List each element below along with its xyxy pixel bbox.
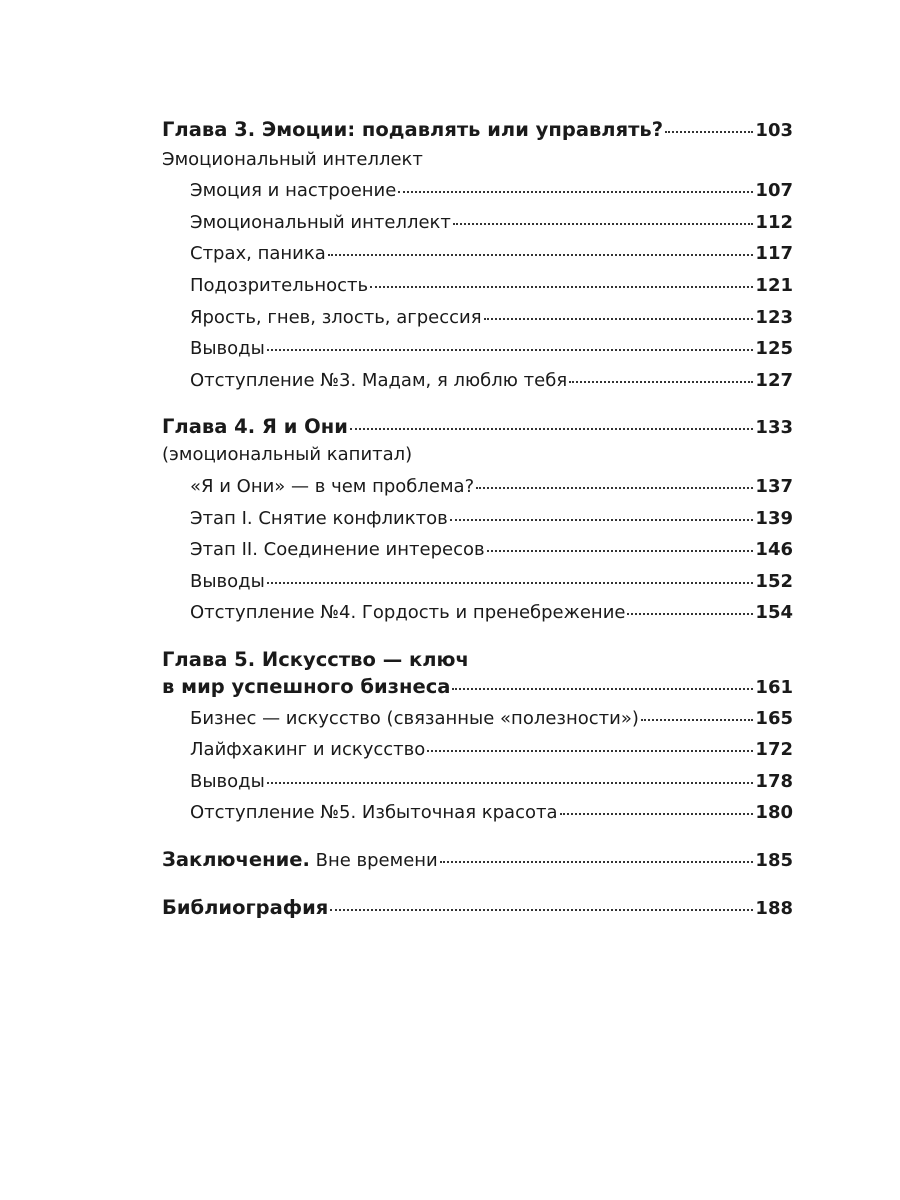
toc-entry-title: Этап II. Соединение интересов (190, 539, 485, 560)
toc-entry-title: Выводы (190, 771, 265, 792)
chapter-subtitle: (эмоциональный капитал) (162, 444, 413, 465)
toc-page-number: 117 (755, 243, 793, 264)
toc-page-number: 180 (755, 802, 793, 823)
dot-leader (453, 223, 754, 225)
toc-entry-title: Этап I. Снятие конфликтов (190, 508, 448, 529)
toc-page-number: 165 (755, 708, 793, 729)
toc-entry[interactable] (190, 801, 793, 825)
toc-page-number: 154 (755, 602, 793, 623)
toc-page-number: 123 (755, 307, 793, 328)
toc-page-number: 127 (755, 370, 793, 391)
toc-chapter-5[interactable] (162, 675, 793, 700)
toc-entry-title: Библиография (162, 896, 329, 919)
toc-entry[interactable] (190, 242, 793, 266)
toc-entry[interactable] (190, 369, 793, 393)
dot-leader (450, 519, 754, 521)
toc-page-number: 121 (755, 275, 793, 296)
toc-entry[interactable] (190, 274, 793, 298)
toc-page-number: 188 (755, 898, 793, 919)
toc-entry[interactable] (190, 538, 793, 562)
dot-leader (427, 750, 753, 752)
dot-leader (627, 613, 753, 615)
toc-page-number: 152 (755, 571, 793, 592)
dot-leader (440, 861, 754, 863)
toc-entry[interactable] (190, 570, 793, 594)
toc-entry-title: Эмоция и настроение (190, 180, 397, 201)
dot-leader (560, 813, 754, 815)
toc-chapter-4[interactable] (162, 415, 793, 440)
toc-entry[interactable] (190, 337, 793, 361)
toc-entry[interactable] (190, 179, 793, 203)
toc-page-number: 133 (755, 417, 793, 438)
toc-page-number: 125 (755, 338, 793, 359)
toc-entry-title: Страх, паника (190, 243, 326, 264)
dot-leader (569, 381, 753, 383)
dot-leader (330, 909, 753, 911)
toc-chapter-3[interactable] (162, 118, 793, 143)
toc-entry-title: Ярость, гнев, злость, агрессия (190, 307, 482, 328)
toc-entry[interactable] (190, 707, 793, 731)
toc-entry[interactable] (190, 507, 793, 531)
toc-entry-title: Отступление №4. Гордость и пренебрежение (190, 602, 626, 623)
toc-page-number: 107 (755, 180, 793, 201)
dot-leader (665, 131, 753, 133)
toc-page-number: 139 (755, 508, 793, 529)
toc-entry-title: Подозрительность (190, 275, 369, 296)
dot-leader (452, 688, 753, 690)
toc-entry-title: Отступление №5. Избыточная красота (190, 802, 558, 823)
dot-leader (350, 428, 754, 430)
toc-entry[interactable] (190, 211, 793, 235)
toc-entry[interactable] (190, 601, 793, 625)
toc-entry-title (162, 848, 438, 873)
toc-page-number: 146 (755, 539, 793, 560)
dot-leader (487, 550, 754, 552)
toc-entry-title: Выводы (190, 571, 265, 592)
dot-leader (484, 318, 754, 320)
toc-page-number: 185 (755, 850, 793, 871)
toc-entry-title: Глава 4. Я и Они (162, 415, 348, 438)
dot-leader (370, 286, 753, 288)
toc-conclusion[interactable] (162, 848, 793, 873)
dot-leader (328, 254, 754, 256)
toc-page-number: 161 (755, 677, 793, 698)
chapter-subtitle: Эмоциональный интеллект (162, 149, 423, 170)
toc-entry-title: Отступление №3. Мадам, я люблю тебя (190, 370, 568, 391)
toc-page-number: 103 (755, 120, 793, 141)
dot-leader (267, 582, 754, 584)
toc-bibliography[interactable] (162, 896, 793, 921)
toc-entry-title: Бизнес — искусство (связанные «полезности») (190, 708, 639, 729)
toc-entry[interactable] (190, 306, 793, 330)
toc-entry-title: «Я и Они» — в чем проблема? (190, 476, 475, 497)
conclusion-label: Заключение. (162, 848, 310, 871)
toc-entry[interactable] (190, 738, 793, 762)
dot-leader (398, 191, 753, 193)
toc-entry-title: Выводы (190, 338, 265, 359)
dot-leader (476, 487, 753, 489)
toc-entry-title: Глава 3. Эмоции: подавлять или управлять? (162, 118, 664, 141)
toc-entry-title: Эмоциональный интеллект (190, 212, 451, 233)
dot-leader (267, 349, 754, 351)
chapter-title-line-1: Глава 5. Искусство — ключ (162, 648, 469, 671)
conclusion-title: Вне времени (309, 850, 438, 871)
toc-entry[interactable] (190, 770, 793, 794)
toc-page-number: 112 (755, 212, 793, 233)
toc-entry[interactable] (190, 475, 793, 499)
toc-entry-title: Лайфхакинг и искусство (190, 739, 426, 760)
toc-page-number: 137 (755, 476, 793, 497)
toc-page-number: 172 (755, 739, 793, 760)
dot-leader (267, 782, 754, 784)
toc-entry-title: в мир успешного бизнеса (162, 675, 451, 698)
dot-leader (641, 719, 754, 721)
toc-page-number: 178 (755, 771, 793, 792)
